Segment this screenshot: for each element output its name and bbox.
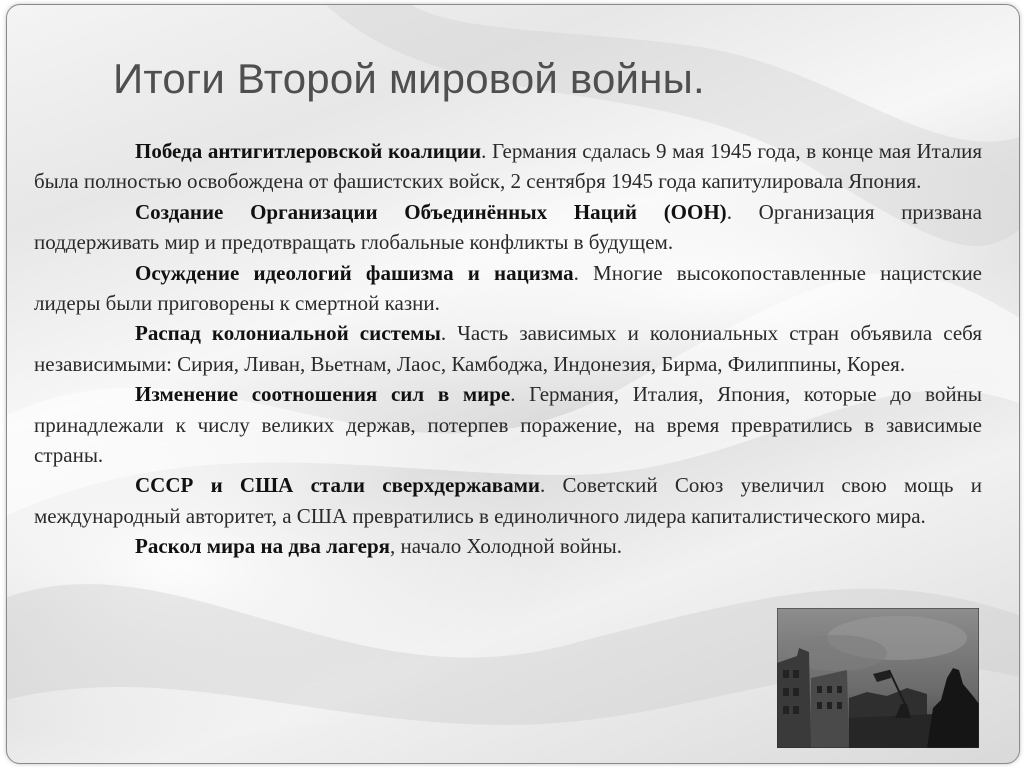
paragraph-heading: Создание Организации Объединённых Наций (ООН) (135, 199, 727, 224)
paragraph-text: . Германия сдалась 9 мая 1945 года, в конце мая Италия была полностью освобождена от фашистских войск, 2 сентября 1945 года капитулировала Япония. (34, 139, 982, 194)
paragraph-text: . Организация призвана поддерживать мир и предотвращать глобальные конфликты в будущем. (34, 199, 982, 255)
paragraph-condemnation (34, 258, 982, 319)
slide-title: Итоги Второй мировой войны. (113, 55, 705, 102)
paragraph-heading: Распад колониальной системы (135, 321, 441, 346)
paragraph-heading: Раскол мира на два лагеря (135, 534, 391, 559)
reichstag-photo (777, 608, 979, 748)
paragraph-text: . Советский Союз увеличил свою мощь и международный авторитет, а США превратились в единоличного лидера капиталистического мира. (34, 473, 982, 528)
paragraph-un-creation (34, 197, 982, 258)
paragraph-allied-victory (34, 136, 982, 197)
paragraph-heading: Изменение соотношения сил в мире (135, 382, 511, 407)
slide (6, 4, 1020, 764)
paragraph-text: . Германия, Италия, Япония, которые до войны принадлежали к числу великих держав, потерпев поражение, на время превратились в зависимые страны. (34, 382, 982, 468)
paragraph-balance-of-power (34, 379, 982, 470)
paragraph-cold-war (34, 531, 982, 561)
paragraph-text: , начало Холодной войны. (390, 534, 623, 559)
paragraph-colonial-collapse (34, 318, 982, 379)
photo-image (777, 608, 979, 748)
paragraph-text: . Часть зависимых и колониальных стран объявила себя независимыми: Сирия, Ливан, Вьетнам, Лаос, Камбоджа, Индонезия, Бирма, Филиппины, Корея. (34, 321, 983, 376)
paragraph-superpowers (34, 470, 982, 531)
paragraph-text: . Многие высокопоставленные нацистские лидеры были приговорены к смертной казни. (34, 260, 983, 316)
paragraph-heading: Победа антигитлеровской коалиции (135, 139, 482, 163)
paragraph-heading: Осуждение идеологий фашизма и нацизма (135, 260, 574, 285)
paragraph-heading: СССР и США стали сверхдержавами (135, 473, 541, 498)
slide-body (34, 136, 982, 562)
